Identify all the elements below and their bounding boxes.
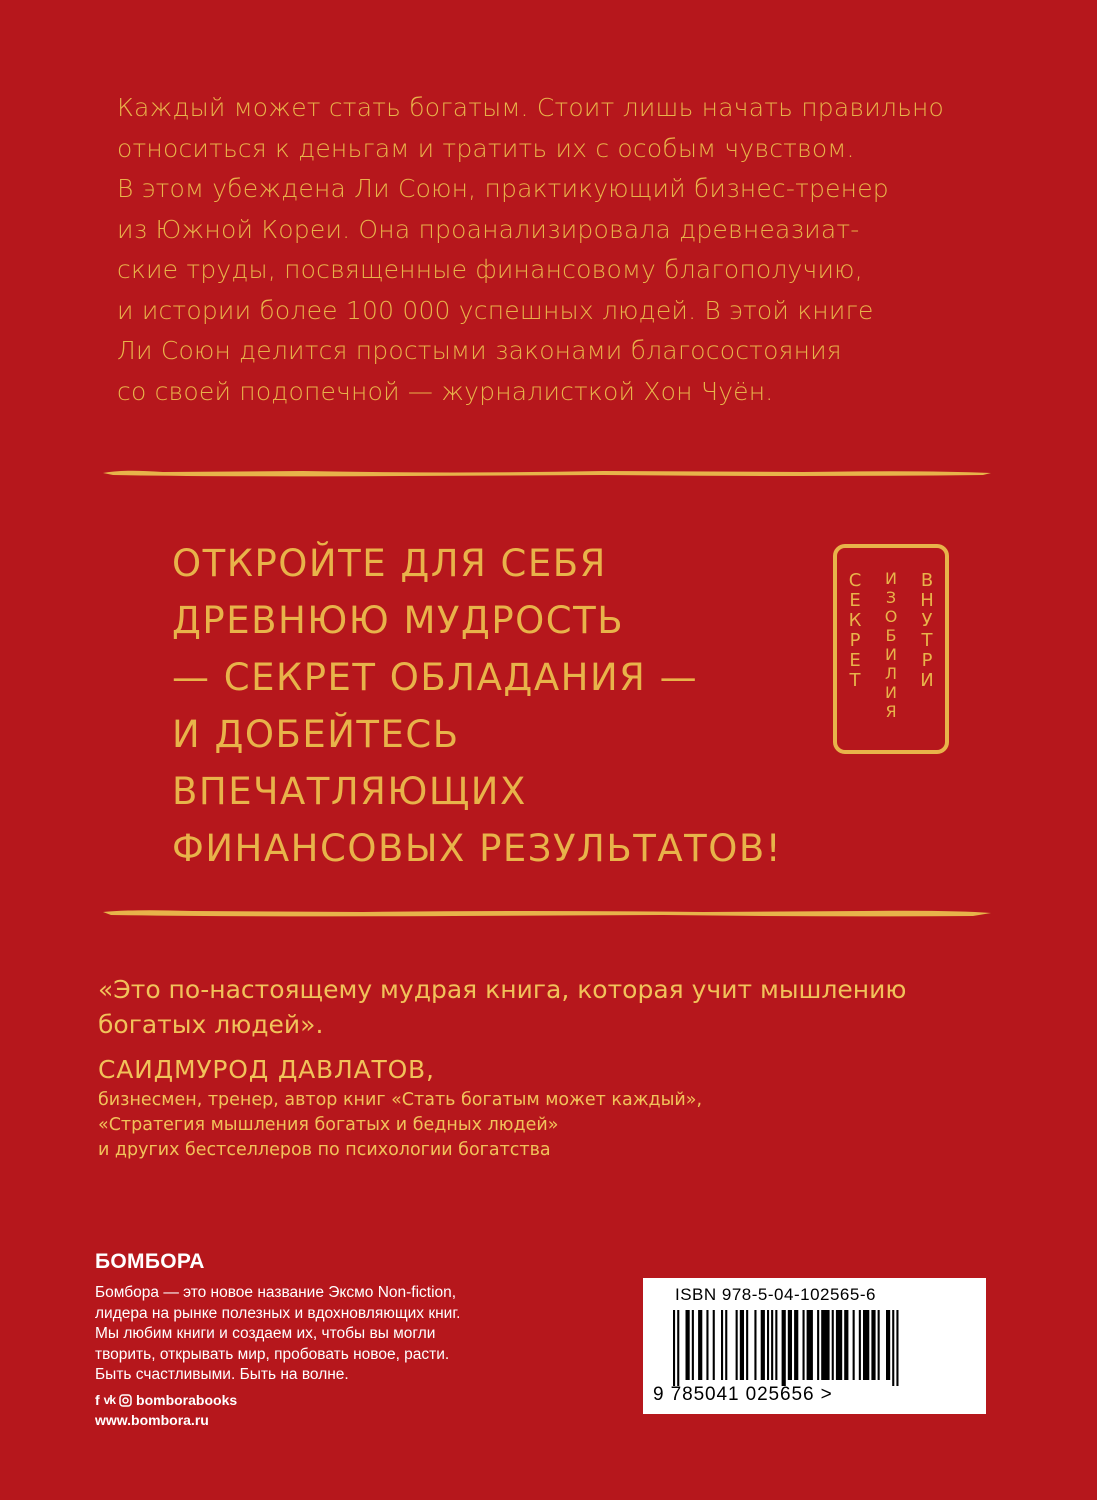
headline-line: ФИНАНСОВЫХ РЕЗУЛЬТАТОВ!	[172, 827, 783, 870]
quote-line: «Это по-настоящему мудрая книга, которая учит мышлению	[98, 975, 907, 1004]
seal-letter: К	[848, 610, 862, 631]
seal-letter: Т	[849, 670, 861, 691]
headline-line: ДРЕВНЮЮ МУДРОСТЬ	[172, 599, 625, 642]
publisher-line: Мы любим книги и создаем их, чтобы вы могли	[95, 1325, 436, 1342]
intro-line: В этом убеждена Ли Союн, практикующий бизнес-тренер	[117, 174, 889, 203]
publisher-line: Быть счастливыми. Быть на волне.	[95, 1366, 349, 1383]
barcode-bar	[698, 1310, 702, 1380]
publisher-description	[95, 1283, 460, 1386]
barcode-bar	[886, 1310, 890, 1380]
quote-author-bio	[98, 1088, 702, 1163]
seal-letter: Е	[849, 590, 861, 611]
brush-divider-bottom	[103, 908, 991, 918]
barcode-bar	[896, 1310, 898, 1386]
isbn-digits: 9 785041 025656 >	[653, 1384, 833, 1405]
barcode-bar	[673, 1310, 675, 1386]
barcode-bar	[892, 1310, 894, 1386]
website-link[interactable]: www.bombora.ru	[95, 1412, 209, 1428]
intro-line: Каждый может стать богатым. Стоит лишь начать правильно	[117, 93, 945, 122]
barcode-bar	[836, 1310, 842, 1380]
seal-letter: У	[921, 610, 933, 631]
barcode-bar	[859, 1310, 861, 1380]
seal-letter: Р	[921, 650, 933, 671]
headline	[172, 535, 782, 877]
seal-letter: Л	[884, 664, 898, 683]
seal-letter: Е	[849, 650, 861, 671]
barcode-bar	[817, 1310, 819, 1380]
barcode-bar	[853, 1310, 855, 1380]
barcode-bar	[844, 1310, 848, 1380]
barcode-bar	[788, 1310, 792, 1380]
seal-column-secret	[844, 571, 866, 691]
seal-letter: И	[920, 670, 934, 691]
barcode-bar	[713, 1310, 715, 1380]
quote-author: САИДМУРОД ДАВЛАТОВ,	[98, 1055, 435, 1084]
barcode-bar	[821, 1310, 829, 1380]
publisher-logo: БОМБОРА	[95, 1250, 205, 1273]
barcode-bar	[794, 1310, 798, 1380]
seal-letter: И	[885, 683, 897, 702]
seal-letter: Я	[885, 702, 897, 721]
isbn-barcode	[643, 1278, 986, 1414]
barcode-bar	[721, 1310, 723, 1380]
barcode-bar	[863, 1310, 869, 1380]
seal-column-inside	[916, 571, 938, 691]
quote-line: богатых людей».	[98, 1010, 324, 1039]
barcode-bar	[706, 1310, 708, 1380]
seal-letter: О	[884, 607, 898, 626]
intro-line: со своей подопечной — журналисткой Хон Чуён.	[117, 376, 774, 406]
publisher-line: творить, открывать мир, пробовать новое, расти.	[95, 1345, 450, 1363]
barcode-bar	[761, 1310, 765, 1380]
vk-icon[interactable]: vk	[103, 1393, 116, 1407]
isbn-label: ISBN 978-5-04-102565-6	[675, 1285, 876, 1304]
seal-letter: И	[885, 569, 897, 588]
headline-line: — СЕКРЕТ ОБЛАДАНИЯ —	[172, 656, 699, 699]
seal-letter: И	[885, 645, 897, 664]
seal-letter: З	[885, 588, 897, 607]
headline-line: ОТКРОЙТЕ ДЛЯ СЕБЯ	[172, 542, 607, 585]
brush-divider-top	[103, 468, 991, 478]
headline-line: ВПЕЧАТЛЯЮЩИХ	[172, 770, 527, 813]
barcode-bar	[871, 1310, 875, 1380]
barcode-bar	[767, 1310, 769, 1380]
facebook-icon[interactable]: f	[95, 1392, 100, 1408]
seal-column-abundance	[880, 569, 902, 721]
barcode-bar	[740, 1310, 744, 1380]
intro-line: и истории более 100 000 успешных людей. В этой книге	[117, 295, 874, 325]
intro-line: из Южной Кореи. Она проанализировала древнеазиат-	[117, 214, 860, 244]
barcode-bar	[771, 1310, 773, 1380]
bio-line: «Стратегия мышления богатых и бедных людей»	[98, 1115, 559, 1135]
headline-line: И ДОБЕЙТЕСЬ	[172, 713, 460, 756]
seal-letter: Т	[921, 630, 933, 651]
intro-line: относиться к деньгам и тратить их с особым чувством.	[117, 133, 855, 163]
barcode-bar	[746, 1310, 748, 1380]
instagram-icon[interactable]	[119, 1394, 132, 1407]
barcode-bar	[803, 1310, 805, 1380]
barcode-bar	[725, 1310, 727, 1380]
seal-letter: Б	[885, 626, 897, 645]
barcode-bar	[775, 1310, 777, 1380]
seal-letter: Н	[920, 590, 934, 611]
barcode-bar	[736, 1310, 738, 1380]
bio-line: бизнесмен, тренер, автор книг «Стать богатым может каждый»,	[98, 1090, 703, 1110]
barcode-bar	[807, 1310, 813, 1380]
barcode-bar	[782, 1310, 786, 1386]
intro-paragraph	[117, 88, 977, 412]
barcode-bar	[686, 1310, 690, 1380]
bio-line: и других бестселлеров по психологии богатства	[98, 1140, 551, 1160]
seal-letter: В	[920, 570, 934, 591]
seal-letter: Р	[849, 630, 861, 651]
testimonial-quote	[98, 972, 1018, 1042]
seal-stamp	[832, 543, 950, 755]
seal-letter: С	[848, 570, 862, 591]
publisher-line: Бомбора — это новое название Эксмо Non-fiction,	[95, 1284, 457, 1301]
barcode-bar	[832, 1310, 834, 1380]
barcode-bar	[878, 1310, 880, 1380]
barcode-bar	[754, 1310, 756, 1380]
social-links	[95, 1392, 237, 1408]
publisher-line: лидера на рынке полезных и вдохновляющих книг.	[95, 1304, 461, 1322]
barcode-bar	[692, 1310, 694, 1380]
intro-line: Ли Союн делится простыми законами благосостояния	[117, 336, 842, 365]
intro-line: ские труды, посвященные финансовому благополучию,	[117, 255, 863, 284]
social-handle[interactable]: bomborabooks	[136, 1392, 238, 1408]
barcode-bar	[677, 1310, 679, 1386]
